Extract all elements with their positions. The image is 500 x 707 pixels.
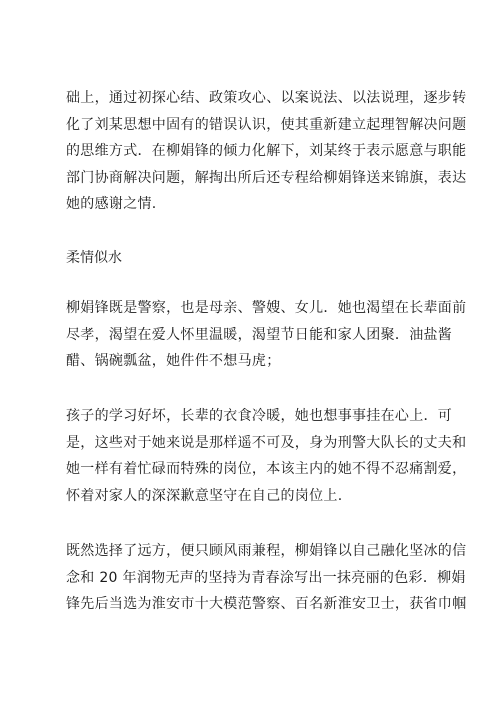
- paragraph-family-roles: [66, 295, 467, 375]
- text-line: 既然选择了远方，便只顾风雨兼程，柳娟锋以自己融化坚冰的信: [66, 543, 467, 559]
- text-line: 锋先后当选为淮安市十大模范警察、百名新淮安卫士，获省巾帼: [66, 596, 467, 612]
- text-line: 的思维方式．在柳娟锋的倾力化解下，刘某终于表示愿意与职能: [66, 143, 467, 159]
- paragraph-resolution: [66, 85, 467, 218]
- text-line: 部门协商解决问题，解掏出所后还专程给柳娟锋送来锦旗，表达: [66, 169, 467, 186]
- text-line: 化了刘某思想中固有的错误认识，使其重新建立起理智解决问题: [66, 116, 467, 133]
- text-line: 础上，通过初探心结、政策攻心、以案说法、以法说理，逐步转: [66, 90, 467, 106]
- text-line: 醋、锅碗瓢盆，她件件不想马虎；: [66, 353, 281, 369]
- text-line: 她一样有着忙碌而特殊的岗位，本该主内的她不得不忍痛割爱，: [66, 461, 467, 477]
- paragraph-sacrifice: [66, 403, 467, 509]
- text-line: 她的感谢之情.: [66, 196, 157, 212]
- text-line: 尽孝，渴望在爱人怀里温暖，渴望节日能和家人团聚．油盐酱: [66, 326, 453, 343]
- text-line: 是，这些对于她来说是那样遥不可及，身为刑警大队长的丈夫和: [66, 434, 467, 451]
- paragraph-honors: [66, 538, 467, 618]
- text-line: 柳娟锋既是警察，也是母亲、警嫂、女儿．她也渴望在长辈面前: [66, 300, 467, 316]
- text-line: 念和 20 年润物无声的坚持为青春涂写出一抹亮丽的色彩．柳娟: [66, 569, 466, 586]
- text-line: 怀着对家人的深深歉意坚守在自己的岗位上.: [66, 487, 343, 504]
- section-heading: 柔情似水: [66, 250, 122, 266]
- text-line: 孩子的学习好坏，长辈的衣食冷暖，她也想事事挂在心上．可: [66, 408, 453, 424]
